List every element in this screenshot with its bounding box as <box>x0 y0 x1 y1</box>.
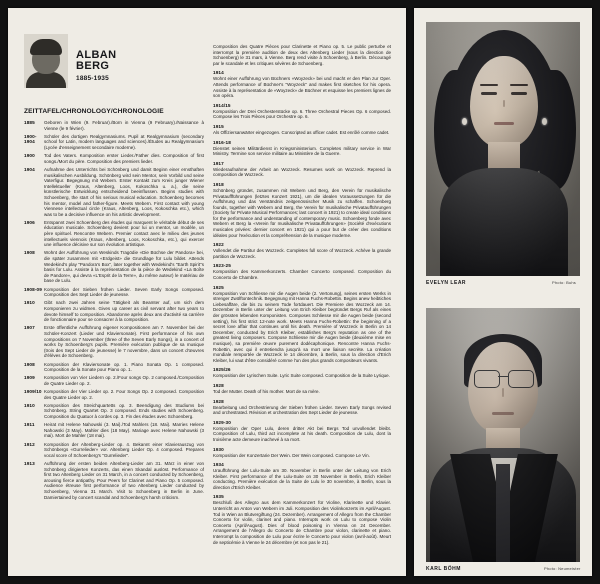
entry-text: Schüler des dortigen Realgymnasiums. Pupil at Realgymnasium (secondary school for Latin, modern languages and sciences)./Études au Realgymnasium (Lycée d'enseignement secondaire moderne). <box>44 133 204 150</box>
chronology-entry-text: Vollendet die Partitur des Wozzeck. Completes full score of Wozzeck. Achève la grande partition de Wozzeck. <box>213 248 391 259</box>
entry-text: Aufnahme des Unterrichts bei Schönberg und damit Beginn einer ernsthaften musikalischen Ausbildung. Schönberg wird sein Mentor, sein Vorbild und seine Vaterfigur. Begegnung mit Webern. Erster Kontakt zum Kreis junger Wiener Intellektueller (Kraus, Altenberg, Loos, Kokoschka u. a.), die seine künstlerische Entwicklung entscheidend beeinflussen. Begins studies with Schoenberg, the start of his serious musical education. Schoenberg becomes his mentor, model and father-figure. Meets Webern. First contact with young Viennese intellectual circle (Kraus, Altenberg, Loos, Kokoschka etc.), which was to be a decisive influence on his artistic development. <box>44 166 204 217</box>
chronology-entry-text: Bearbeitung und Orchestrierung der Sieben frühen Lieder. Seven Early Songs revised and orchestrated. Révision et orchestration des Sept Lieder de jeunesse. <box>213 404 391 416</box>
entry-year: 1922 <box>213 242 224 248</box>
chronology-entry-text: Dienstet seinen Militärdienst in Kriegsministerium. Completes military service in War Ministry. Termine son service militaire au Ministère de la Guerre. <box>213 145 391 157</box>
entry-year: 1913 <box>24 460 35 466</box>
evelyn-lear-photo <box>426 22 580 276</box>
entry-year: 1929-30 <box>213 419 231 425</box>
chronology-entry <box>24 389 204 400</box>
chronology-entry-text: Als Offiziersanwärter eingezogen. Conscripted as officer cadet. Est enrôlé comme cadet. <box>213 129 390 135</box>
chronology-list <box>24 120 204 503</box>
entry-year: 1909 <box>24 375 35 381</box>
entry-year: 1908 <box>24 250 35 256</box>
photo-caption-evelyn-lear: EVELYN LEAR <box>426 280 467 286</box>
chronology-entry-text: Wiederaufnahme der Arbeit an Wozzeck. Resumes work on Wozzeck. Reprend la composition de Wozzeck. <box>213 166 391 178</box>
photo-credit-karl-bohm: Photo: Neumeister <box>544 566 581 571</box>
chronology-entry-text: Tod der Mutter. Death of his mother. Mort de sa mère. <box>213 388 320 394</box>
entry-text: Erste öffentliche Aufführung eigener Kompositionen am 7. November bei der Schüler-Konzert (Lieder und Klaviersonate). First performance of his own compositions on 7 November (three of the Seven Early Songs), in a concert of works by Schoenberg's pupils. Première exécution publique de sa musique (trois des Sept Lieder de jeunesse) le 7 novembre, dans un concert d'œuvres d'élèves de Schoenberg. <box>44 325 204 359</box>
entry-year: 1911 <box>24 422 35 428</box>
photo-credit-evelyn-lear: Photo: Buhs <box>552 280 576 285</box>
entry-year: 1928 <box>213 382 224 388</box>
chronology-entry-text: Composition des Quatre Pièces pour Clarinette et Piano op. 5. Le public perturbe et interrompt la première audition de deux des Altenberg Lieder (sous la direction de Schoenberg) le 31 mars, à Vienne. Berg rend visite à Schoenberg, à Berlin. Découragé par le scandale et les critiques sévères de Schoenberg. <box>213 44 391 66</box>
entry-text: Geboren in Wien (9. Februar)./Born in Vienna (9 February)./Naissance à Vienne (le 9 février). <box>44 120 204 131</box>
entry-year: 1935 <box>213 494 224 500</box>
chronology-entry <box>24 422 204 439</box>
chronology-column-right <box>213 44 391 574</box>
chronology-entry-text: Beschluß des Allegro aus dem Kammerkonzert für Violine, Klarinette und Klavier. Unterricht an Anton von Webern im Juli. Komposition des Violinkonzerts im April/August. Tod in Wien an Blutvergiftung (24. Dezember). Arrangement of Allegro from the Chamber Concerto for violin, clarinet and piano. Interrupts work on Lulu to compose Violin Concerto (April/August). Dies of blood poisoning in Vienna on 24 December. Arrangement de l'Allegro du Concerto de Chambre pour violon, clarinette et piano. Interrompt la composition de Lulu pour écrire le Concerto pour violon (avril-août). Meurt de septicémie à Vienne le 24 décembre (et non pas le 21). <box>213 500 391 545</box>
entry-year: 1923-25 <box>213 263 231 269</box>
chronology-entry <box>24 287 204 298</box>
entry-year: 1928 <box>213 398 224 404</box>
chronology-entry <box>24 250 204 284</box>
entry-text: Komposition der Klaviersonate op. 1. Piano Sonata Op. 1 composed. Composition de la Sonate pour Piano op. 1. <box>44 361 204 373</box>
entry-text: Komposition des Streichquartetts op. 3. Beendigung des Studiums bei Schönberg. String Quartet Op. 3 composed. Ends studies with Schoenberg. Composition du Quatuor à cordes op. 3. Fin des études avec Schoenberg. <box>44 402 204 420</box>
chronology-entry <box>24 220 204 248</box>
entry-year: 1900-1904 <box>24 133 37 145</box>
entry-text: Komposition von Vier Liedern op. 2./Four songs Op. 2 composed./Composition de Quatre Lieder op. 2. <box>44 375 204 386</box>
entry-text: Komposition der Altenberg-Lieder op. 4. Bekannt einer Klavierauszug von Schönbergs «Gurrelieder» vor. Altenberg Lieder Op. 4 composed. Prepares vocal score of Schoenberg's "Gurrelieder". <box>44 441 204 458</box>
photo-page <box>414 8 592 576</box>
entry-year: 1910 <box>24 402 35 408</box>
entry-text: Wohnt der Aufführung von Weskinds Tragödie «Die Büchse der Pandora» bei, die später zusammen mit «Erdgeist» die Grundlage für Lulu bildet. Attends Wedekind's play "Pandora's Box", later together with Wedekind's "Earth Spirit"s basis for Lulu. Assiste à la représentation de la pièce de Wedekind «La Boîte de Pandore», qui devra «L'Esprit de la Terre», du même auteur) le matériau de base de Lulu. <box>44 250 204 284</box>
entry-year: 1906 <box>24 219 35 225</box>
chronology-entry-text: Uraufführung der Lulu-Suite am 30. November in Berlin unter der Leitung von Erich Kleiber. First performance of the Lulu-Suite on 30 November in Berlin, Erich Kleiber conducting. Première exécution de la Suite de Lulu le 30 novembre, à Berlin, sous la direction d'Erich Kleiber. <box>213 468 391 490</box>
entry-year: 1918 <box>213 181 224 187</box>
chronology-entry-text: Wohnt einer Aufführung von Büchners «Woyzeck» bei und macht er den Plan zur Oper. Attends performance of Büchner's "Woyzeck" and makes first sketches for his opera. Assiste à la représentation de «Woyzeck» de Büchner et esquisse les premiers lignes de son opéra. <box>213 76 391 99</box>
entry-text: Heirat mit Helene Nahowski (3. Mai)./Tod Mahlers (18. Mai). Marries Helene Nahowski (3 May). Mahler dies (18 May). Mariage avec Helene Nahowski (3 mai). Mort de Mahler (18 mai). <box>44 422 204 439</box>
chronology-entry-text: Komposition der Drei Orchesterstücke op. 6. Three Orchestral Pieces Op. 6 composed. Compose les Trois Pièces pour Orchestre op. 6. <box>213 108 391 120</box>
entry-year: 1914/15 <box>213 102 231 108</box>
karl-bohm-photo <box>426 308 580 562</box>
entry-year: 1900 <box>24 153 35 159</box>
entry-year: 1925 <box>213 284 224 290</box>
entry-text: Tod des Vaters. Komposition erster Lieder./Father dies. Composition of first songs./Mort du père. Composition des premiers lieder. <box>44 153 204 164</box>
entry-year: 1925/26 <box>213 367 231 373</box>
entry-year: 1917 <box>213 160 224 166</box>
chronology-entry <box>24 442 204 459</box>
entry-year: 1934 <box>213 462 224 468</box>
chronology-entry <box>24 362 204 373</box>
composer-name-line2: BERG <box>76 60 110 72</box>
chronology-entry-text: Komposition der Konzertarie Der Wein. Der Wein composed. Compose Le Vin. <box>213 452 370 458</box>
photo-caption-karl-bohm: KARL BÖHM <box>426 566 461 572</box>
composer-name-line1: ALBAN <box>76 49 117 61</box>
entry-year: 1910 <box>24 300 35 306</box>
entry-year: 1914 <box>213 70 224 76</box>
chronology-entry <box>24 403 204 420</box>
composer-dates: 1885-1935 <box>76 75 109 82</box>
entry-year: 1904 <box>24 166 35 172</box>
chronology-entry-text: Komposition der Lyrischen Suite. Lyric Suite composed. Composition de la Suite Lyrique. <box>213 373 390 379</box>
chronology-entry-text: Komposition von Schliesse mir die Augen beide (2. Vertonung), seines ersten Werks in strenger Zwölftontechnik. Begegnung mit Hanna Fuchs-Robettin. Begins anew heibtiches Liebesaffäre, die bis zu seinem Tode fortdauert. Die Premiere des Wozzeck am 14. Dezember in Berlin unter der Leitung von Erich Kleiber begründet Bergs Ruf als eines der grössten lebenden Komponisten. Composes Schliesse mir die Augen beide (second setting), his first strict 12-note work. Meets Hanna Fuchs-Robettin: the beginning of a secret love affair that continues until his death. Première of Wozzeck in Berlin on 14 December, conducted by Erich Kleiber, establishes Berg's reputation as one of the greatest living composers. Compose Schliesse mir die Augen beide (deuxième mise en musique), sa première œuvre purement dodécaphonique. Rencontre Hanna Fuchs-Robettin, avec qui il entretiendra jusqu'à sa mort une liaison secrète. La création mondiale remportée de Wozzeck le 14 décembre, à Berlin, sous la direction d'Erich Kleiber, lui vaut d'être considéré comme l'un des plus grands compositeurs vivants. <box>213 290 391 363</box>
chronology-entry-text: Schönberg gründet, zusammen mit Webern und Berg, den Verein für musikalische Privatauffführungen (letztes Konzert 1921), um die idealen Voraussetzungen für die Aufführung und das Verständnis zeitgenössischer Musik zu schaffen. Schoenberg founds, together with Webern and Berg, the Verein für musikalische Privataufführungen (Society for Private Musical Performances; last concert in 1921) to create ideal conditions for the performance and understanding of contemporary music. Schoenberg fonde avec Webern et Berg la «Verein für musikalische Privataufführungen» (Société d'exécutions musicales privées: dernier concert en 1921) qui a pour but de créer des conditions idéales pour l'exécution et la compréhension de la musique moderne. <box>213 187 391 238</box>
composer-portrait <box>24 34 68 88</box>
entry-year: 1909/10 <box>24 389 42 395</box>
chronology-entry <box>24 120 204 131</box>
chronology-entry-text: Komposition des Kammerkonzerts. Chamber Concerto composed. Composition du Concerto de Chambre. <box>213 269 391 281</box>
entry-year: 1916-18 <box>213 139 231 145</box>
chronology-entry <box>24 300 204 322</box>
text-page <box>8 8 406 576</box>
entry-year: 1915 <box>213 123 224 129</box>
entry-year: 1907 <box>24 325 35 331</box>
entry-text: Komposition der Sieben frühen Lieder. Seven Early Songs composed. Composition des Sept Lieder de jeunesse. <box>44 286 204 298</box>
chronology-entry <box>24 134 204 151</box>
entry-year: 1930 <box>213 446 224 452</box>
chronology-entry <box>24 153 204 164</box>
entry-year: 1908 <box>24 361 35 367</box>
entry-text: Komposition der Vier Lieder op. 2. Four Songs Op. 2 composed. Composition des Quatre Lieder op. 2. <box>44 389 204 400</box>
entry-year: 1908-09 <box>24 286 42 292</box>
entry-text: Gibt nach zwei Jahren seine Tätigkeit als Beamter auf, um sich dem Komponieren zu widmen. Gives up career as civil servant after two years to devote himself to composition. Abandonne après deux ans d'activité sa carrière de fonctionnaire pour se consacrer à la composition. <box>44 300 204 323</box>
composer-masthead <box>24 34 202 96</box>
entry-year: 1885 <box>24 120 35 125</box>
entry-text: Entspannt zwei Schoenberg des études qui marquent le véritable début de ses éducation musicale. Schoenberg devient pour lui un mentor, un modèle, un père spirituel. Rencontre Webern. Premier contact avec le milieu des jeunes intellectuels viennois (Kraus, Altenberg, Loos, Kokoschka, etc.), qui exercer une influence décisive sur son évolution artistique. <box>44 219 204 248</box>
entry-year: 1912 <box>24 441 35 447</box>
chronology-entry <box>24 461 204 500</box>
section-heading: ZEITTAFEL/CHRONOLOGY/CHRONOLOGIE <box>24 108 164 115</box>
chronology-entry-text: Komposition der Oper Lulu, deren dritter Akt bei Bergs Tod unvollendet bleibt. Composition of Lulu, third act incomplete at his death. Composition de Lulu, dont la troisième acte demeure inachevé à sa mort. <box>213 425 391 442</box>
chronology-entry <box>24 325 204 359</box>
entry-text: Aufführung der ersten beiden Altenberg-Lieder am 31. März in einer von Schönberg dirigierten Konzerts, das einen Skandal auslöst. Performance of first two Altenberg Lieder on 31 March, in a concert conducted by Schoenberg, arousing fierce antipathy. Pour Peers for Clarinet and Piano Op. 5 composed. Audience étreuse first performance of two Altenberg Lieder conducted by Schoenberg, Vienna 31 March. Visit to Schoenberg in Berlin in June. Damiertained by concert scandal and Schoenberg's harsh criticism. <box>44 460 204 500</box>
chronology-entry <box>24 375 204 386</box>
chronology-entry <box>24 167 204 217</box>
